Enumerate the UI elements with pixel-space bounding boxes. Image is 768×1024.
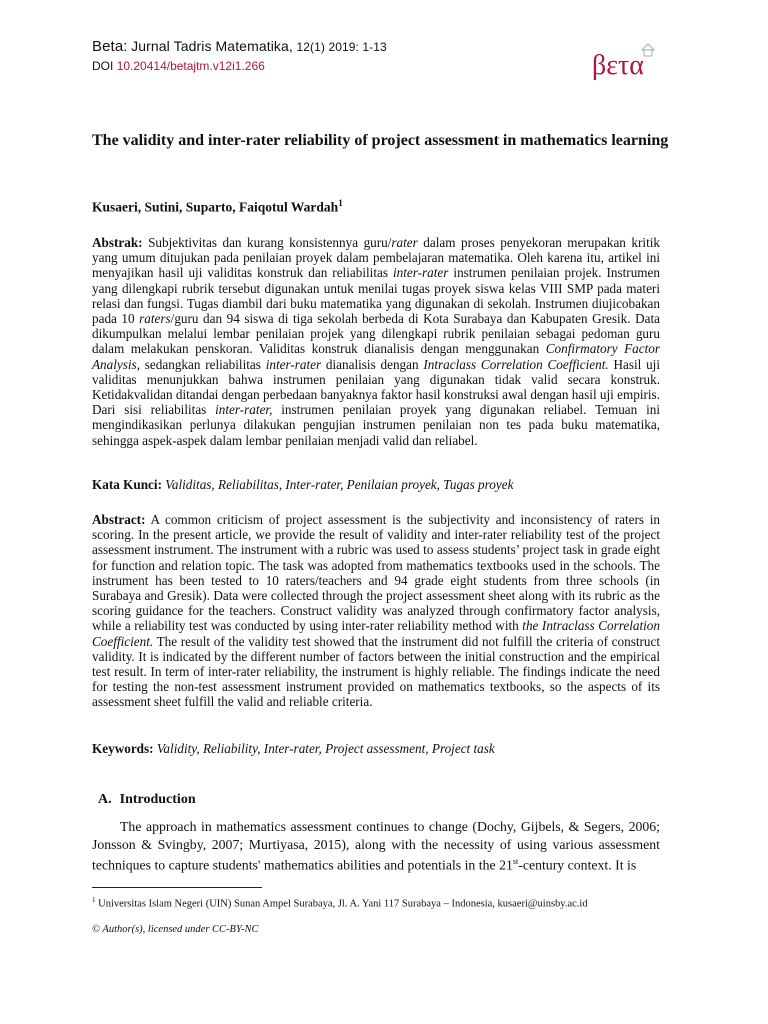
- abstract-id-text: dalam proses penyekoran merupakan kritik yang umum ditujukan pada penilaian proyek dalam pembelajaran matematika. Oleh karena itu, artikel ini menyajikan hasil uji validitas konstruk dan reliabilitas: [92, 235, 660, 281]
- footnote-text: Universitas Islam Negeri (UIN) Sunan Ampel Surabaya, Jl. A. Yani 117 Surabaya – Indonesia, kusaeri@uinsby.ac.id: [95, 898, 588, 910]
- intro-text: The approach in mathematics assessment continues to change (Dochy, Gijbels, & Segers, 2006; Jonsson & Svingby, 2007; Murtiyasa, 2015), along with the necessity of using various assessment techniques to capture students' mathematics abilities and potentials in the 21: [92, 819, 660, 873]
- keywords-english: [92, 741, 495, 757]
- beta-logo: [590, 40, 670, 80]
- abstract-id-italic: inter-rater: [392, 265, 449, 281]
- logo-text: βετα: [592, 50, 644, 80]
- keywords-en-value: Validity, Reliability, Inter-rater, Project assessment, Project task: [156, 741, 495, 756]
- abstract-id-italic: rater: [391, 235, 418, 250]
- abstract-en-italic: the Intraclass Correlation Coefficient.: [92, 618, 660, 649]
- abstract-id-text: Subjektivitas dan kurang konsistennya guru/: [142, 235, 392, 250]
- intro-superscript: st: [512, 857, 519, 866]
- abstract-id-italic: raters: [139, 311, 171, 327]
- license-note: © Author(s), licensed under CC-BY-NC: [92, 924, 259, 935]
- intro-text: -century context. It is: [518, 857, 637, 873]
- abstract-id-italic: inter-rater,: [215, 402, 273, 418]
- author-footnote-mark: 1: [338, 198, 343, 208]
- section-letter: A.: [98, 792, 112, 807]
- abstract-en-text: The result of the validity test showed that the instrument did not fulfill the criteria of construct validity. It is indicated by the different number of factors between the initial construction and the empirical test result. In term of inter-rater reliability, the instrument is highly reliable. The findings indicate the need for testing the non-test assessment instrument provided on mathematics textbooks, so the aspects of its assessment sheet fulfill the valid and reliable criteria.: [92, 633, 660, 710]
- abstract-id-italic: inter-rater: [265, 356, 322, 372]
- abstract-id-text: Hasil uji validitas menunjukkan bahwa instrumen penilaian yang digunakan tidak valid secara konstruk. Ketidakvalidan ditandai dengan perbedaan banyaknya faktor hasil konstruksi awal dengan hasil uji empiris. Dari sisi reliabilitas: [92, 356, 660, 418]
- section-heading: [98, 792, 196, 808]
- journal-volume: 12(1) 2019: 1-13: [296, 40, 387, 54]
- keywords-indonesian: [92, 477, 513, 493]
- doi-label: DOI: [92, 59, 114, 73]
- footnote: [92, 896, 588, 910]
- abstract-indonesian: [92, 235, 660, 448]
- article-title: The validity and inter-rater reliability of project assessment in mathematics learning: [92, 132, 669, 149]
- journal-name: Jurnal Tadris Matematika,: [131, 38, 293, 54]
- keywords-id-label: Kata Kunci:: [92, 477, 162, 492]
- intro-paragraph: [92, 818, 660, 874]
- journal-citation: [92, 38, 672, 56]
- authors-names: Kusaeri, Sutini, Suparto, Faiqotul Wardah: [92, 199, 339, 215]
- doi-link[interactable]: 10.20414/betajtm.v12i1.266: [116, 59, 265, 73]
- doi-line: [92, 59, 672, 73]
- footnote-mark: 1: [92, 896, 96, 904]
- abstract-id-text: dianalisis dengan: [321, 356, 424, 372]
- journal-beta: Beta:: [92, 38, 128, 55]
- section-title: Introduction: [119, 792, 196, 807]
- abstract-english: [92, 512, 660, 710]
- abstract-id-text: /guru dan 94 siswa di tiga sekolah berbeda di Kota Surabaya dan Kabupaten Gresik. Data dikumpulkan melalui lembar penilaian projek yang dilengkapi rubrik penilaian sebagai pedoman guru dalam melakukan penskoran. Validitas konstruk dianalisis dengan menggunakan: [92, 311, 660, 357]
- article-authors: [92, 198, 343, 216]
- journal-header: [92, 38, 672, 73]
- abstract-id-italic: Intraclass Correlation Coefficient.: [423, 356, 609, 372]
- abstract-id-text: instrumen penilaian projek. Instrumen yang dilengkapi rubrik tersebut digunakan untuk menilai tugas proyek siswa kelas VIII SMP pada materi relasi dan fungsi. Tugas diambil dari buku matematika yang digunakan di sekolah. Instrumen diujicobakan pada 10: [92, 265, 660, 327]
- keywords-en-label: Keywords:: [92, 741, 154, 756]
- logo-building-icon: [644, 50, 652, 56]
- abstract-id-italic: Confirmatory Factor Analysis,: [92, 341, 660, 372]
- abstract-id-text: instrumen penilaian proyek yang digunakan reliabel. Temuan ini mengindikasikan perlunya dilakukan pengujian instrumen penilaian non tes pada buku matematika, sehingga aspek-aspek dalam lembar penilaian menjadi valid dan reliabel.: [92, 402, 660, 448]
- keywords-id-value: Validitas, Reliabilitas, Inter-rater, Penilaian proyek, Tugas proyek: [165, 477, 514, 492]
- abstract-en-text: A common criticism of project assessment is the subjectivity and inconsistency of raters in scoring. In the present article, we provide the result of validity and inter-rater reliability test of the project assessment instrument. The instrument with a rubric was used to assess students’ project task in grade eight for function and relation topic. The task was adopted from mathematics textbooks used in the schools. The instrument has been tested to 10 raters/teachers and 94 grade eight students from three schools (in Surabaya and Gresik). Data were collected through the project assessment sheet along with its rubric as the scoring guidance for the teachers. Construct validity was analyzed through confirmatory factor analysis, while a reliability test was conducted by using inter-rater reliability method with: [92, 512, 660, 634]
- footnote-divider: [92, 887, 262, 888]
- abstract-en-label: Abstract:: [92, 512, 146, 527]
- abstract-id-text: sedangkan reliabilitas: [140, 356, 266, 372]
- abstract-id-label: Abstrak:: [92, 235, 143, 250]
